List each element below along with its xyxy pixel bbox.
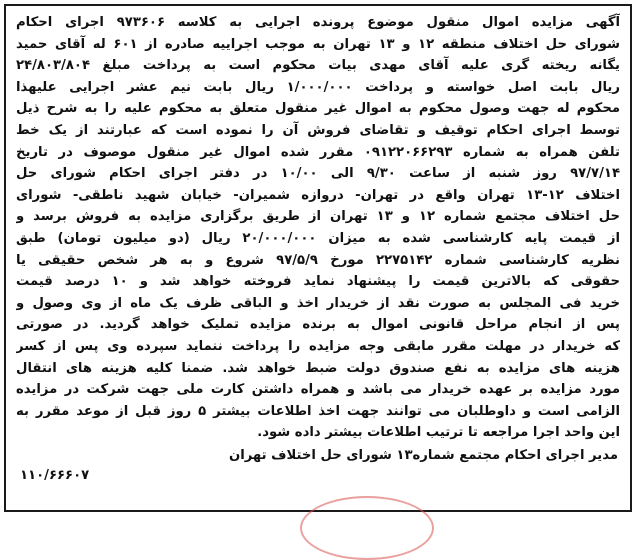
notice-line: ریال بابت اصل خواسته و پرداخت ۱/۰۰۰/۰۰۰ ریال بابت نیم عشر اجرایی علیهذا — [16, 79, 620, 95]
notice-line: شورای حل اختلاف منطقه ۱۲ و ۱۳ تهران به موجب اجراییه صادره از ۶۰۱ له آقای حمید — [16, 36, 620, 52]
notice-line: آگهی مزایده اموال منقول موضوع پرونده اجرایی به کلاسه ۹۷۳۶۰۶ اجرای احکام — [16, 15, 620, 30]
notice-line: که خریدار در مهلت مقرر مابقی وجه مزایده را پرداخت ننماید سپرده وی پس از کسر — [16, 338, 620, 354]
notice-line: پس از انجام مراحل قانونی اموال به برنده مزایده تملیک خواهد گردید. در صورتی — [16, 317, 620, 333]
notice-line: حقوقی که بالاترین قیمت را پیشنهاد نماید فروخته خواهد شد و ۱۰ درصد قیمت — [16, 274, 620, 290]
notice-line: محکوم له جهت وصول محکوم به اموال غیر منقول متعلق به محکوم علیه را به شرح ذیل — [16, 101, 620, 117]
notice-line: خرید فی المجلس به صورت نقد از خریدار اخذ و الباقی ظرف یک ماه از وی وصول و — [16, 295, 620, 311]
notice-line: از قیمت پایه کارشناسی شده به میزان ۲۰/۰۰۰/۰۰۰ ریال (دو میلیون تومان) طبق — [16, 230, 620, 246]
notice-line: نظریه کارشناسی شماره ۲۲۷۵۱۴۲ مورخ ۹۷/۵/۹ شروع و به هر شخص حقیقی یا — [16, 252, 620, 268]
notice-line: الزامی است و داوطلبان می توانند جهت اخذ اطلاعات بیشتر ۵ روز قبل از موعد مقرر به — [16, 403, 620, 419]
notice-line: یگانه ریخته گری علیه آقای مهدی بیات محکوم است به پرداخت مبلغ ۲۴/۸۰۳/۸۰۴ — [16, 58, 620, 74]
notice-line: حل اختلاف مجتمع شماره ۱۲ و ۱۳ تهران از طریق برگزاری مزایده به فروش برسد و — [16, 209, 620, 225]
notice-line: توسط اجرای احکام توقیف و تقاضای فروش آن را نموده است که عبارتند از یک خط — [16, 122, 620, 138]
notice-line: هزینه های مزایده به نفع صندوق دولت ضبط خواهد شد. ضمنا کلیه هزینه های انتقال — [16, 360, 620, 376]
notice-line: مورد مزایده بر عهده خریدار می باشد و همراه داشتن کارت ملی جهت شرکت در مزایده — [16, 382, 620, 398]
auction-notice — [4, 4, 632, 512]
notice-line: این واحد اجرا مراجعه تا ترتیب اطلاعات بیشتر داده شود. — [257, 425, 620, 441]
notice-line: ۹۷/۷/۱۴ روز شنبه از ساعت ۹/۳۰ الی ۱۰/۰۰ در دفتر اجرای احکام شورای حل — [16, 166, 620, 182]
reference-number: ۱۱۰/۶۶۶۰۷ — [20, 467, 90, 483]
notice-line: اختلاف ۱۲-۱۳ تهران واقع در تهران- دروازه شمیران- خیابان شهید ناطقی- شورای — [16, 187, 620, 203]
notice-body — [16, 12, 620, 444]
notice-line: تلفن همراه به شماره ۰۹۱۲۲۰۶۶۲۹۳ مقرر شده اموال غیر منقول موصوف در تاریخ — [16, 144, 620, 160]
signature-line: مدیر اجرای احکام مجتمع شماره۱۳ شورای حل اختلاف تهران — [228, 447, 618, 463]
